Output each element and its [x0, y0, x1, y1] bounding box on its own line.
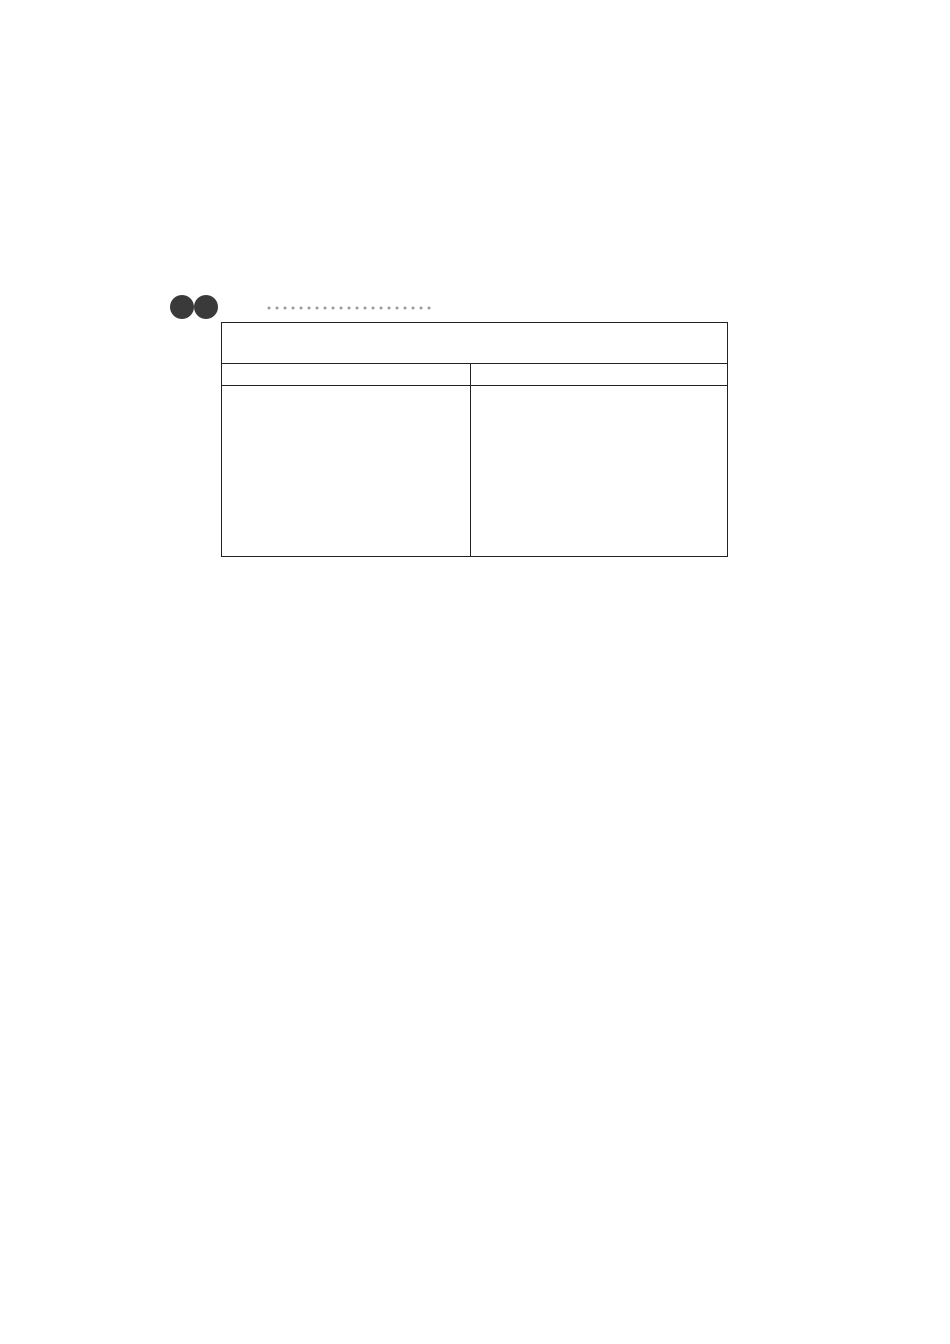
- summary-table: [221, 322, 728, 557]
- divider: [222, 363, 727, 364]
- divider: [222, 385, 727, 386]
- column-divider: [470, 363, 471, 556]
- section-badge-2: [194, 295, 218, 319]
- section-header: [170, 295, 440, 321]
- section-badge-1: [170, 295, 194, 319]
- decorative-dots: [265, 305, 435, 311]
